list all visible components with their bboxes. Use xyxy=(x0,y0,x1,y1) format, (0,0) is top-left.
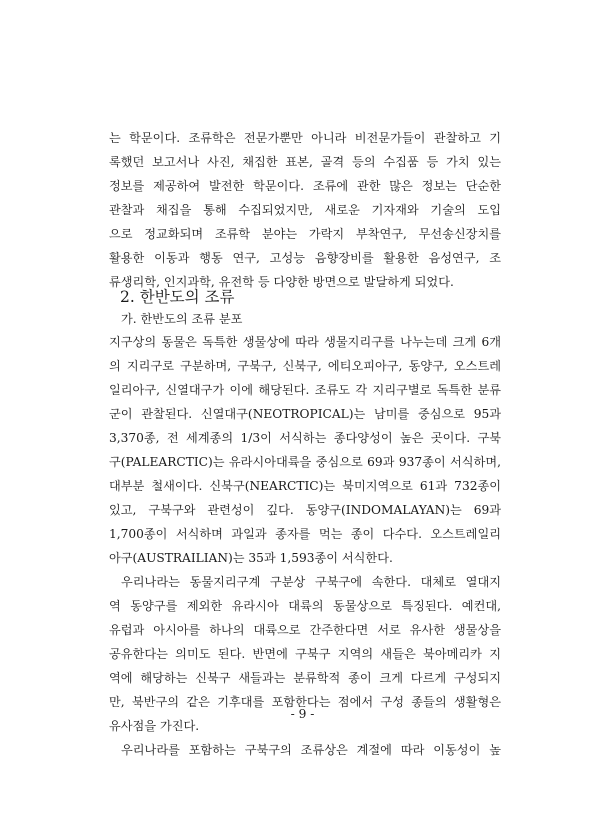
paragraph-line: 구(PALEARCTIC)는 유라시아대륙을 중심으로 69과 937종이 서식하며, xyxy=(109,455,501,469)
paragraph-line: 활용한 이동과 행동 연구, 고성능 음향장비를 활용한 음성연구, 조 xyxy=(109,251,501,265)
paragraph-line: 역 동양구를 제외한 유라시아 대륙의 동물상으로 특징된다. 예컨대, xyxy=(109,599,501,613)
paragraph-line: 공유한다는 의미도 된다. 반면에 구북구 지역의 새들은 북아메리카 지 xyxy=(109,647,501,661)
paragraph-line: 있고, 구북구와 관련성이 깊다. 동양구(INDOMALAYAN)는 69과 xyxy=(109,503,501,517)
paragraph-line: 류생리학, 인지과학, 유전학 등 다양한 방면으로 발달하게 되었다. xyxy=(109,275,454,289)
paragraph-line: 유럽과 아시아를 하나의 대륙으로 간주한다면 서로 유사한 생물상을 xyxy=(109,623,501,637)
paragraph-line: 역에 해당하는 신북구 새들과는 분류학적 종이 크게 다르게 구성되지 xyxy=(109,671,501,685)
paragraph-line: 대부분 철새이다. 신북구(NEARCTIC)는 북미지역으로 61과 732종이 xyxy=(109,479,501,493)
paragraph-line: 1,700종이 서식하며 과일과 종자를 먹는 종이 다수다. 오스트레일리 xyxy=(109,527,501,541)
paragraph-line: 는 학문이다. 조류학은 전문가뿐만 아니라 비전문가들이 관찰하고 기 xyxy=(109,131,501,145)
paragraph-line: 록했던 보고서나 사진, 채집한 표본, 골격 등의 수집품 등 가치 있는 xyxy=(109,155,501,169)
paragraph-line: 관찰과 채집을 통해 수집되었지만, 새로운 기자재와 기술의 도입 xyxy=(109,203,501,217)
paragraph-line: 군이 관찰된다. 신열대구(NEOTROPICAL)는 남미를 중심으로 95과 xyxy=(109,407,501,421)
section-title: 2. 한반도의 조류 xyxy=(120,288,235,306)
page-number: - 9 - xyxy=(290,707,315,721)
paragraph-line: 의 지리구로 구분하며, 구북구, 신북구, 에티오피아구, 동양구, 오스트레 xyxy=(109,359,501,373)
paragraph-line: 으로 정교화되며 조류학 분야는 가락지 부착연구, 무선송신장치를 xyxy=(109,227,501,241)
paragraph-line: 우리나라를 포함하는 구북구의 조류상은 계절에 따라 이동성이 높 xyxy=(121,743,501,757)
paragraph-line: 만, 북반구의 같은 기후대를 포함한다는 점에서 구성 종들의 생활형은 xyxy=(109,695,501,709)
paragraph-line: 일리아구, 신열대구가 이에 해당된다. 조류도 각 지리구별로 독특한 분류 xyxy=(109,383,501,397)
paragraph-palearctic-avifauna xyxy=(109,738,501,762)
paragraph-line: 3,370종, 전 세계종의 1/3이 서식하는 종다양성이 높은 곳이다. 구북 xyxy=(109,431,501,445)
paragraph-line: 지구상의 동물은 독특한 생물상에 따라 생물지리구를 나누는데 크게 6개 xyxy=(109,335,501,349)
paragraph-line: 아구(AUSTRAILIAN)는 35과 1,593종이 서식한다. xyxy=(109,551,393,565)
paragraph-zoogeographic-regions xyxy=(109,330,501,570)
paragraph-line: 유사점을 가진다. xyxy=(109,719,200,733)
paragraph-ornithology-intro xyxy=(109,126,501,294)
paragraph-line: 정보를 제공하여 발전한 학문이다. 조류에 관한 많은 정보는 단순한 xyxy=(109,179,501,193)
subsection-title: 가. 한반도의 조류 분포 xyxy=(121,312,243,326)
paragraph-line: 우리나라는 동물지리구계 구분상 구북구에 속한다. 대체로 열대지 xyxy=(121,575,501,589)
